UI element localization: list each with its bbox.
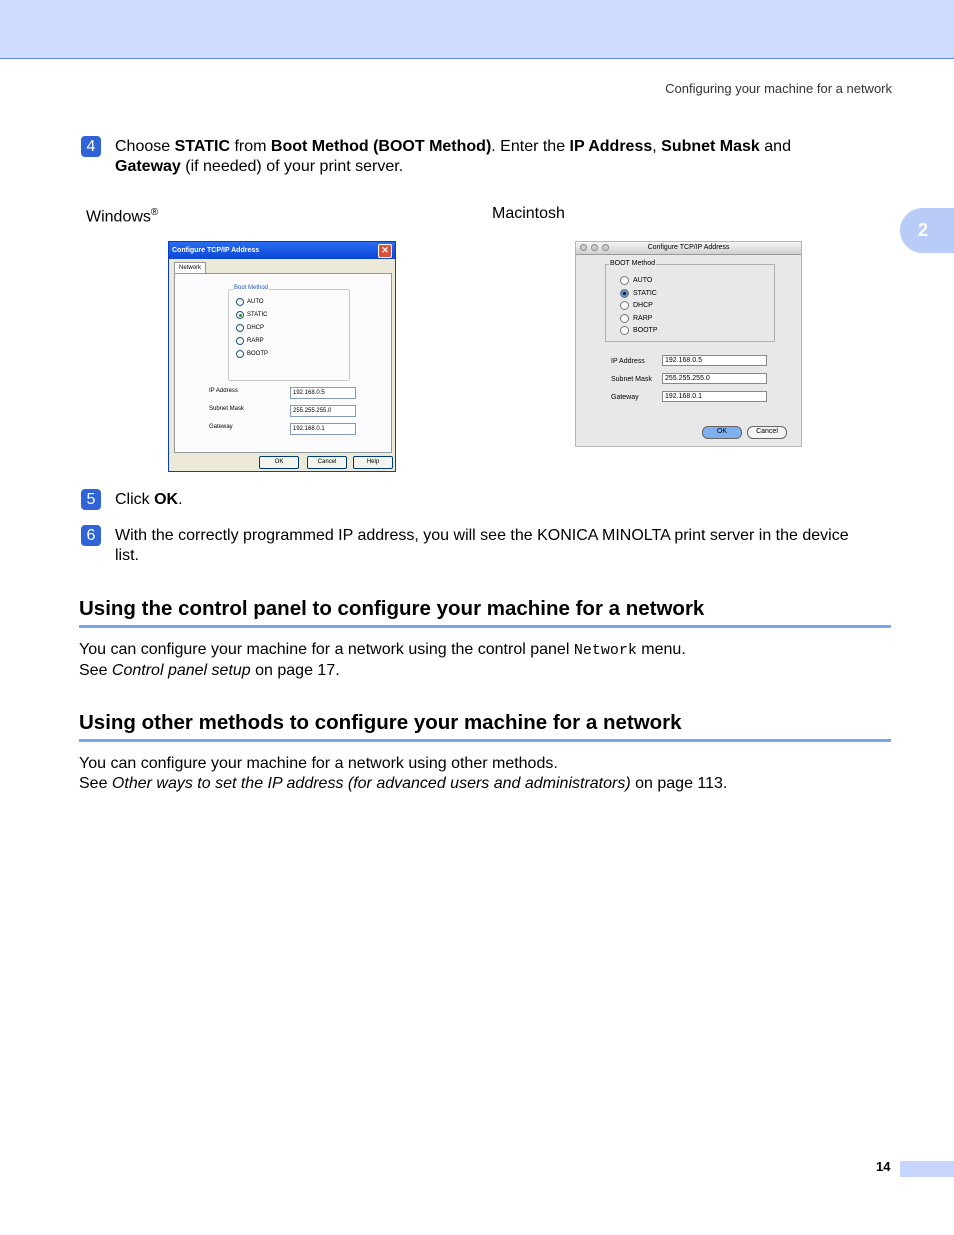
other-ways-link[interactable]: Other ways to set the IP address (for advanced users and administrators) [111, 775, 631, 792]
tab-network[interactable]: Network [174, 262, 206, 273]
boot-method-group [228, 285, 350, 381]
gateway-label: Gateway [209, 424, 233, 430]
radio-dhcp[interactable]: DHCP [620, 301, 653, 310]
windows-network-panel [174, 273, 392, 453]
zoom-icon[interactable] [602, 244, 609, 251]
radio-button-selected-icon [620, 289, 629, 298]
radio-auto[interactable]: AUTO [236, 298, 264, 306]
boot-method-caption: BOOT Method [610, 260, 656, 267]
ip-address-label: IP Address [611, 358, 645, 365]
radio-button-icon [620, 276, 629, 285]
radio-button-icon [236, 350, 244, 358]
subnet-mask-field[interactable]: 255.255.255.0 [662, 373, 767, 384]
mac-dialog-screenshot [575, 241, 802, 447]
windows-dialog-titlebar [169, 242, 395, 259]
macintosh-label: Macintosh [492, 205, 565, 222]
radio-button-icon [620, 314, 629, 323]
radio-rarp[interactable]: RARP [620, 314, 652, 323]
step-4-badge: 4 [81, 136, 101, 157]
mac-dialog-title: Configure TCP/IP Address [647, 244, 730, 251]
subnet-mask-label: Subnet Mask [209, 406, 245, 412]
minimize-icon[interactable] [591, 244, 598, 251]
windows-dialog-screenshot [168, 241, 396, 472]
footer-bar [900, 1161, 954, 1177]
gateway-field[interactable]: 192.168.0.1 [662, 391, 767, 402]
radio-button-icon [620, 326, 629, 335]
boot-method-caption: Boot Method [234, 285, 269, 291]
step-6-text: With the correctly programmed IP address, you will see the KONICA MINOLTA print server in the device list. [115, 527, 849, 564]
radio-static[interactable]: STATIC [620, 289, 657, 298]
ip-address-field[interactable]: 192.168.0.5 [290, 387, 356, 399]
windows-dialog-title: Configure TCP/IP Address [172, 247, 260, 254]
step-5-text: Click OK. [115, 491, 183, 508]
close-icon[interactable] [580, 244, 587, 251]
radio-dhcp[interactable]: DHCP [236, 324, 264, 332]
ok-button[interactable]: OK [702, 426, 742, 439]
page-number: 14 [876, 1159, 891, 1174]
boot-method-group [605, 260, 775, 342]
step-5-badge: 5 [81, 489, 101, 510]
gateway-field[interactable]: 192.168.0.1 [290, 423, 356, 435]
mac-dialog-titlebar [576, 242, 801, 255]
cancel-button[interactable]: Cancel [307, 456, 347, 469]
help-button[interactable]: Help [353, 456, 393, 469]
radio-static[interactable]: STATIC [236, 311, 267, 319]
radio-bootp[interactable]: BOOTP [236, 350, 268, 358]
running-head: Configuring your machine for a network [665, 81, 892, 96]
radio-button-icon [620, 301, 629, 310]
section-2-body: You can configure your machine for a network using other methods. See Other ways to set the IP address (for advanced users and administrators) on page 113. [79, 755, 728, 792]
header-band [0, 0, 954, 59]
radio-rarp[interactable]: RARP [236, 337, 264, 345]
section-heading-control-panel: Using the control panel to configure your machine for a network [79, 597, 891, 628]
radio-button-icon [236, 324, 244, 332]
close-icon[interactable]: ✕ [378, 244, 392, 258]
radio-button-icon [236, 337, 244, 345]
subnet-mask-label: Subnet Mask [611, 376, 652, 383]
ok-button[interactable]: OK [259, 456, 299, 469]
section-1-body: You can configure your machine for a network using the control panel Network menu. See Control panel setup on page 17. [79, 641, 686, 679]
subnet-mask-field[interactable]: 255.255.255.0 [290, 405, 356, 417]
chapter-tab: 2 [900, 208, 954, 253]
section-heading-other-methods: Using other methods to configure your machine for a network [79, 711, 891, 742]
control-panel-setup-link[interactable]: Control panel setup [111, 662, 251, 679]
windows-label: Windows® [86, 207, 159, 226]
radio-auto[interactable]: AUTO [620, 276, 652, 285]
gateway-label: Gateway [611, 394, 639, 401]
step-4-text: Choose STATIC from Boot Method (BOOT Method). Enter the IP Address, Subnet Mask and Gateway (if needed) of your print server. [115, 138, 791, 175]
step-6-badge: 6 [81, 525, 101, 546]
cancel-button[interactable]: Cancel [747, 426, 787, 439]
ip-address-label: IP Address [209, 388, 238, 394]
radio-button-selected-icon [236, 311, 244, 319]
ip-address-field[interactable]: 192.168.0.5 [662, 355, 767, 366]
radio-bootp[interactable]: BOOTP [620, 326, 658, 335]
radio-button-icon [236, 298, 244, 306]
